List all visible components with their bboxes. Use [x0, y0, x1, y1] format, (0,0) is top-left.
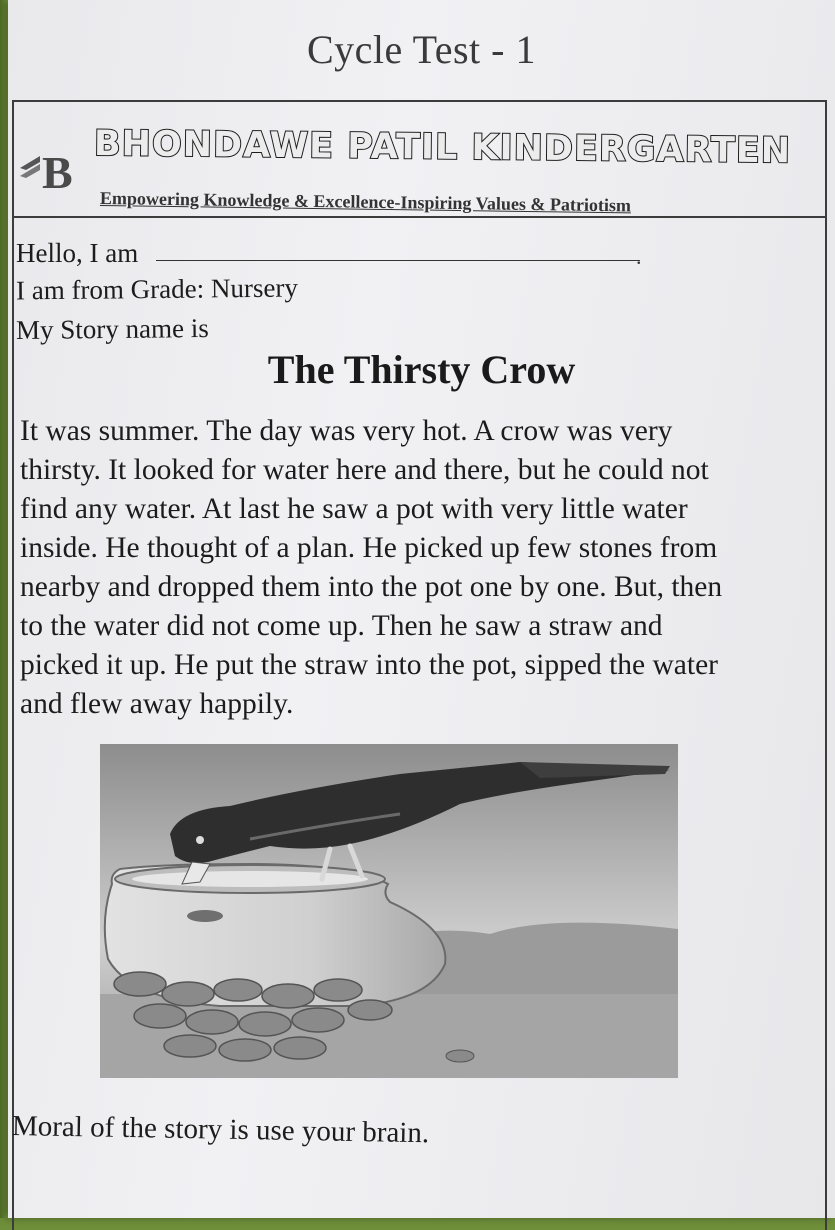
crow-eye: [196, 836, 204, 844]
test-title: Cycle Test - 1: [307, 27, 536, 72]
school-name: BHONDAWE PATIL KINDERGARTEN: [93, 124, 792, 172]
name-line-period: .: [636, 244, 642, 269]
stone-on-ground: [446, 1050, 474, 1062]
story-moral: Moral of the story is use your brain.: [11, 1110, 430, 1150]
school-logo-icon: [18, 138, 84, 196]
story-line: picked it up. He put the straw into the pot, sipped the water: [20, 649, 719, 681]
pot-mouth: [132, 871, 368, 887]
story-line: and flew away happily.: [20, 688, 294, 720]
story-line: to the water did not come up. Then he saw a straw and: [20, 610, 663, 642]
worksheet-page: [8, 0, 835, 1218]
story-line: inside. He thought of a plan. He picked up few stones from: [20, 532, 718, 564]
story-line: nearby and dropped them into the pot one by one. But, then: [20, 571, 723, 603]
stone-falling: [187, 910, 223, 922]
crow-drinking-from-pot-illustration: [100, 744, 678, 1078]
grade-line: I am from Grade: Nursery: [15, 272, 299, 306]
story-name-label: My Story name is: [15, 312, 209, 346]
student-name-blank[interactable]: [156, 260, 640, 261]
hello-label: Hello, I am: [16, 238, 139, 268]
school-tagline: Empowering Knowledge & Excellence-Inspiring Values & Patriotism: [99, 188, 632, 216]
story-line: thirsty. It looked for water here and there, but he could not: [20, 454, 709, 486]
story-line: find any water. At last he saw a pot with very little water: [20, 493, 688, 525]
story-text: [20, 412, 820, 724]
logo-letter: B: [42, 147, 73, 196]
story-title: The Thirsty Crow: [267, 347, 576, 392]
story-line: It was summer. The day was very hot. A crow was very: [20, 415, 673, 447]
